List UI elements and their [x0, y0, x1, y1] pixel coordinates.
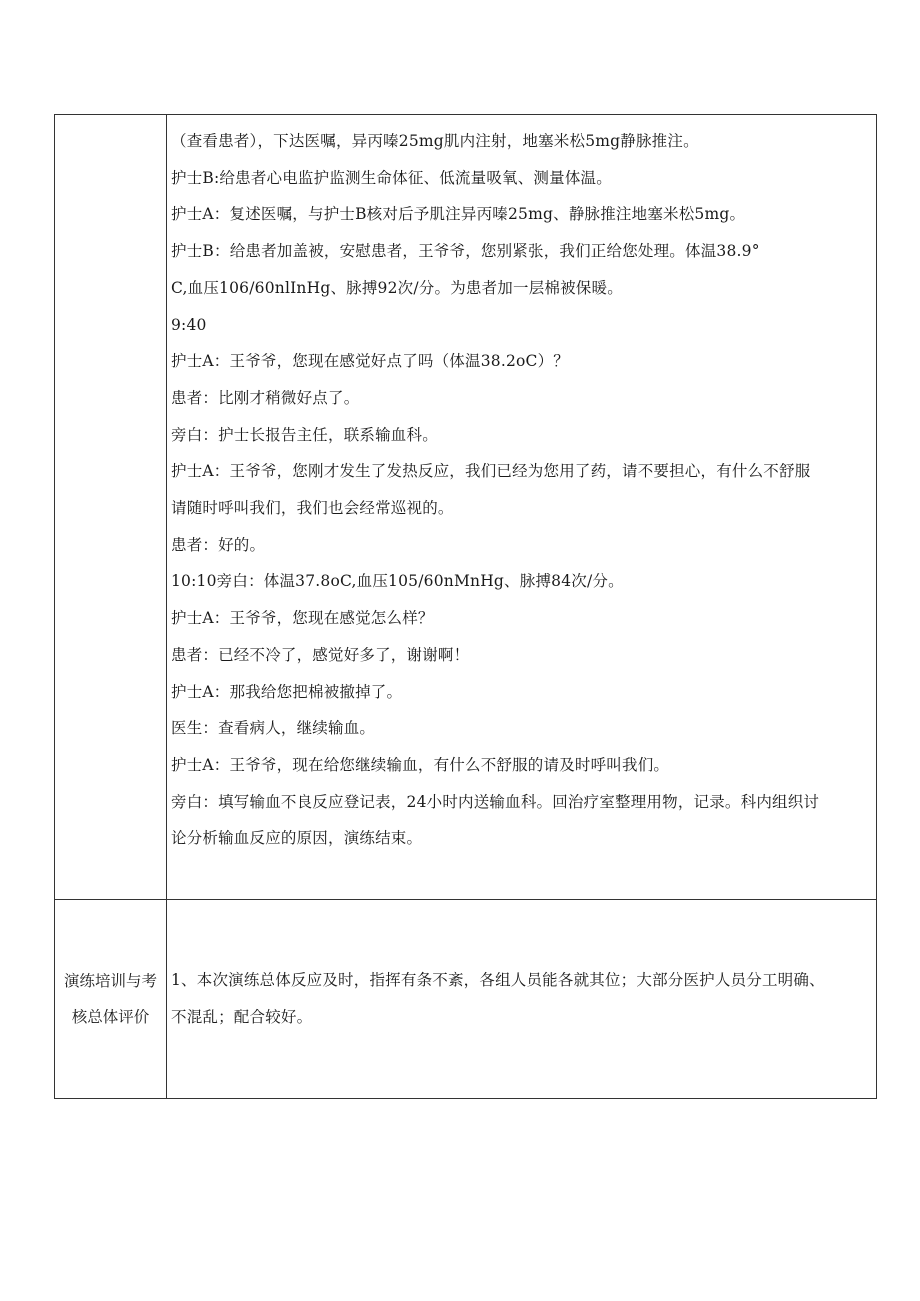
- evaluation-content-cell: [167, 900, 877, 1099]
- dialogue-line: （查看患者），下达医嘱，异丙嗪25mg肌内注射，地塞米松5mg静脉推注。: [171, 132, 699, 150]
- dialogue-line: 护士B:给患者心电监护监测生命体征、低流量吸氧、测量体温。: [171, 168, 612, 187]
- dialogue-line: 10:10旁白：体温37.8oC,血压105/60nMnHg、脉搏84次/分。: [171, 572, 624, 591]
- dialogue-line: 9:40: [171, 315, 207, 334]
- dialogue-line: 护士A：王爷爷，您现在感觉好点了吗（体温38.2oC）？: [171, 352, 569, 371]
- evaluation-label-cell: [55, 900, 167, 1099]
- dialogue-line: 医生：查看病人，继续输血。: [171, 719, 376, 738]
- dialogue-line: 护士A：那我给您把棉被撤掉了。: [171, 682, 403, 701]
- empty-label-cell: [55, 115, 167, 900]
- evaluation-label-line: 演练培训与考: [63, 972, 157, 990]
- dialogue-line: 护士A：王爷爷，您现在感觉怎么样？: [171, 609, 434, 628]
- dialogue-cell: [167, 115, 877, 900]
- evaluation-label-line: 核总体评价: [71, 1008, 150, 1026]
- dialogue-line: 护士A：复述医嘱，与护士B核对后予肌注异丙嗪25mg、静脉推注地塞米松5mg。: [171, 205, 746, 224]
- dialogue-line: 患者：已经不冷了，感觉好多了，谢谢啊！: [171, 645, 470, 664]
- drill-record-table: [54, 114, 877, 1099]
- dialogue-line: 护士A：王爷爷，您刚才发生了发热反应，我们已经为您用了药，请不要担心，有什么不舒服: [171, 462, 811, 481]
- dialogue-line: 护士B：给患者加盖被，安慰患者，王爷爷，您别紧张，我们正给您处理。体温38.9°: [171, 242, 760, 261]
- evaluation-content-line: 不混乱；配合较好。: [171, 1008, 313, 1026]
- dialogue-line: 旁白：护士长报告主任，联系输血科。: [171, 425, 438, 444]
- dialogue-row: [55, 115, 877, 900]
- dialogue-line: 论分析输血反应的原因，演练结束。: [171, 829, 423, 848]
- dialogue-line: 患者：比刚才稍微好点了。: [171, 388, 360, 407]
- evaluation-content-line: 1、本次演练总体反应及时，指挥有条不紊，各组人员能各就其位；大部分医护人员分工明确、: [171, 971, 825, 990]
- dialogue-line: 护士A：王爷爷，现在给您继续输血，有什么不舒服的请及时呼叫我们。: [171, 755, 670, 774]
- dialogue-line: 患者：好的。: [171, 535, 266, 554]
- evaluation-row: [55, 900, 877, 1099]
- dialogue-line: C,血压106/60nlInHg、脉搏92次/分。为患者加一层棉被保暖。: [171, 278, 623, 297]
- dialogue-line: 旁白：填写输血不良反应登记表，24小时内送输血科。回治疗室整理用物，记录。科内组织讨: [171, 792, 820, 811]
- dialogue-line: 请随时呼叫我们，我们也会经常巡视的。: [171, 499, 454, 518]
